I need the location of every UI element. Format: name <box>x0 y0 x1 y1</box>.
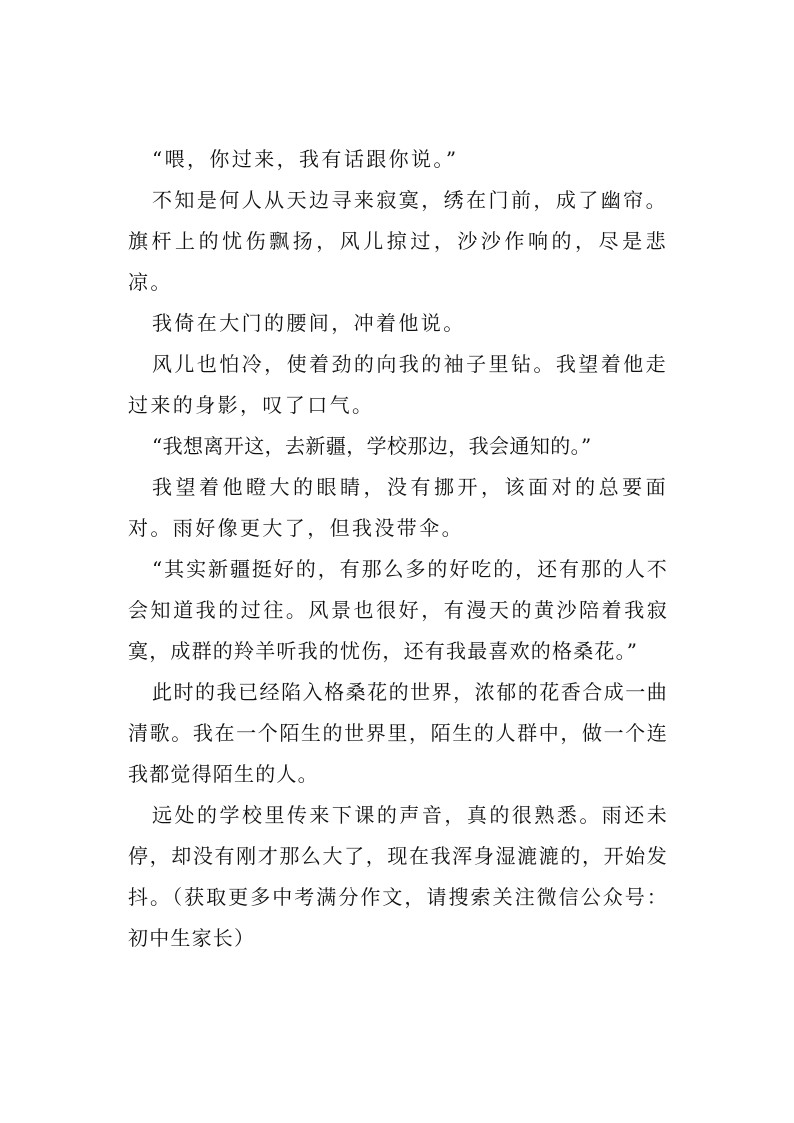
essay-body <box>128 139 668 959</box>
paragraph-6: 我望着他瞪大的眼睛，没有挪开，该面对的总要面对。雨好像更大了，但我没带伞。 <box>128 475 668 540</box>
paragraph-5: “我想离开这，去新疆，学校那边，我会通知的。” <box>152 434 592 458</box>
paragraph-3: 我倚在大门的腰间，冲着他说。 <box>152 311 466 335</box>
paragraph-2: 不知是何人从天边寻来寂寞，绣在门前，成了幽帘。旗杆上的忧伤飘扬，风儿掠过，沙沙作响的，尽是悲凉。 <box>128 188 668 294</box>
paragraph-1: “喂，你过来，我有话跟你说。” <box>152 147 459 171</box>
paragraph-4: 风儿也怕冷，使着劲的向我的袖子里钻。我望着他走过来的身影，叹了口气。 <box>128 352 668 417</box>
paragraph-8: 此时的我已经陷入格桑花的世界，浓郁的花香合成一曲清歌。我在一个陌生的世界里，陌生的人群中，做一个连我都觉得陌生的人。 <box>128 680 668 786</box>
paragraph-7: “其实新疆挺好的，有那么多的好吃的，还有那的人不会知道我的过往。风景也很好，有漫天的黄沙陪着我寂寞，成群的羚羊听我的忧伤，还有我最喜欢的格桑花。” <box>128 557 668 663</box>
paragraph-9: 远处的学校里传来下课的声音，真的很熟悉。雨还未停，却没有刚才那么大了，现在我浑身湿漉漉的，开始发抖。（获取更多中考满分作文，请搜索关注微信公众号：初中生家长） <box>128 803 668 950</box>
